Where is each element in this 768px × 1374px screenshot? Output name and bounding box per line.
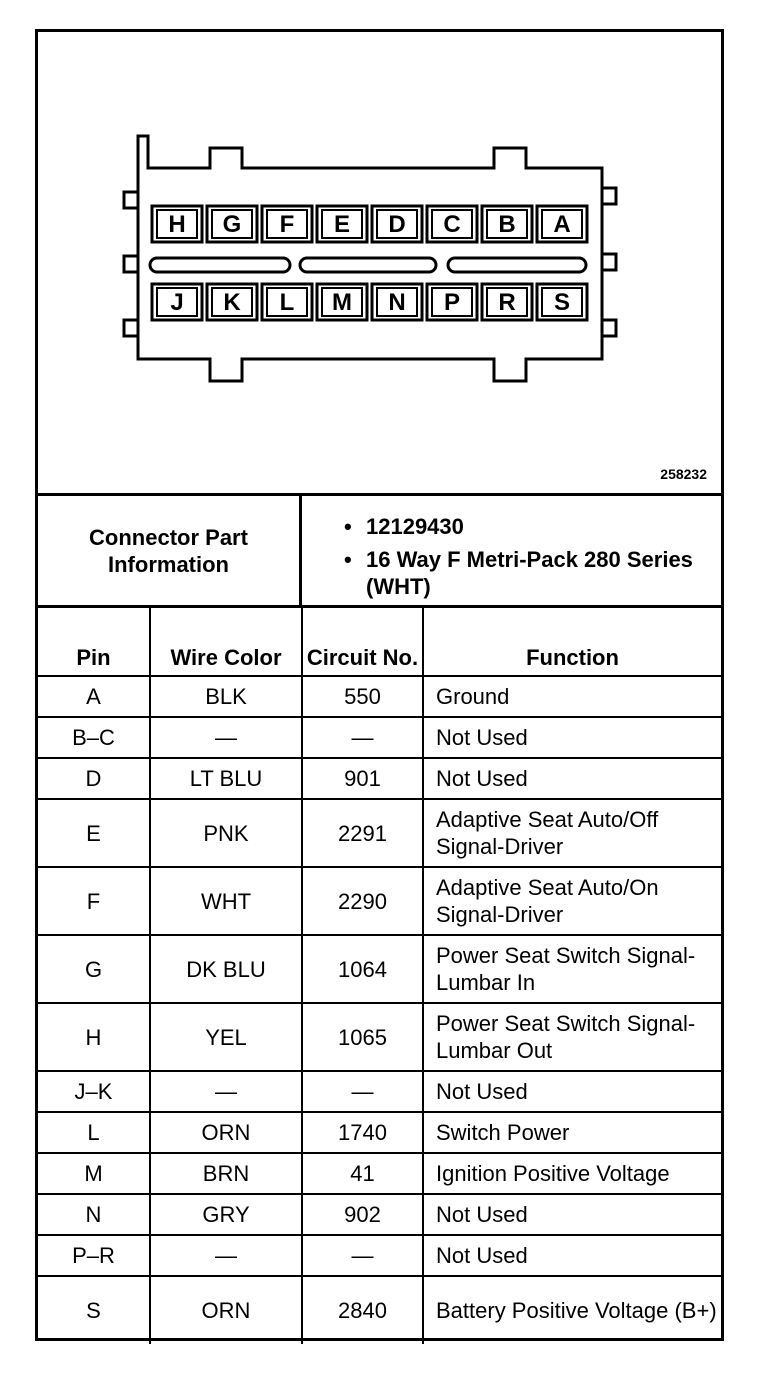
cell-function: Switch Power [423, 1112, 721, 1153]
cell-circuit-no: — [302, 1235, 423, 1276]
cell-circuit-no: 1740 [302, 1112, 423, 1153]
cell-circuit-no: — [302, 1071, 423, 1112]
pin-label: F [279, 211, 295, 238]
connector-part-information [38, 496, 721, 608]
pin-cavity-p [427, 284, 477, 320]
cell-function: Not Used [423, 1235, 721, 1276]
header-wire-color: Wire Color [150, 608, 302, 676]
pin-rows [38, 676, 721, 1344]
cell-circuit-no: 901 [302, 758, 423, 799]
table-row [38, 1003, 721, 1071]
connector-type: • 16 Way F Metri-Pack 280 Series (WHT) [344, 546, 704, 600]
divider-slot [300, 258, 436, 272]
pin-label: B [498, 211, 516, 238]
cell-pin: E [38, 799, 150, 867]
latch-tab [602, 320, 616, 336]
pin-cavity-f [262, 206, 312, 242]
cell-wire-color: DK BLU [150, 935, 302, 1003]
pin-label: M [332, 289, 352, 316]
cell-pin: L [38, 1112, 150, 1153]
part-number: • 12129430 [344, 513, 704, 540]
bottom-pin-row [152, 284, 587, 320]
cell-circuit-no: 41 [302, 1153, 423, 1194]
pin-label: G [222, 211, 242, 238]
cell-wire-color: PNK [150, 799, 302, 867]
pin-cavity-m [317, 284, 367, 320]
pin-cavity-g [207, 206, 257, 242]
table-row [38, 1276, 721, 1344]
cell-pin: N [38, 1194, 150, 1235]
table-row [38, 1194, 721, 1235]
cell-function: Not Used [423, 1194, 721, 1235]
table-row [38, 935, 721, 1003]
cell-wire-color: ORN [150, 1276, 302, 1344]
pin-label: D [388, 211, 406, 238]
pin-cavity-b [482, 206, 532, 242]
part-info-label: Connector Part Information [38, 496, 302, 605]
cell-circuit-no: 2290 [302, 867, 423, 935]
pin-cavity-j [152, 284, 202, 320]
pin-cavity-n [372, 284, 422, 320]
cell-wire-color: — [150, 1071, 302, 1112]
connector-face-drawing [38, 32, 721, 496]
cell-function: Ground [423, 676, 721, 717]
cell-wire-color: — [150, 1235, 302, 1276]
cell-function: Adaptive Seat Auto/On Signal-Driver [423, 867, 721, 935]
table-row [38, 676, 721, 717]
cell-wire-color: LT BLU [150, 758, 302, 799]
header-function: Function [423, 608, 721, 676]
part-info-list [344, 513, 704, 606]
pin-label: N [388, 289, 406, 316]
pin-label: A [553, 211, 571, 238]
pin-cavity-c [427, 206, 477, 242]
pin-cavity-k [207, 284, 257, 320]
pin-label: S [553, 289, 571, 316]
cell-pin: B–C [38, 717, 150, 758]
pin-cavity-h [152, 206, 202, 242]
pin-label: J [170, 289, 184, 316]
cell-pin: H [38, 1003, 150, 1071]
cell-pin: J–K [38, 1071, 150, 1112]
cell-function: Power Seat Switch Signal-Lumbar Out [423, 1003, 721, 1071]
pin-label: L [279, 289, 295, 316]
cell-function: Not Used [423, 758, 721, 799]
cell-pin: F [38, 867, 150, 935]
table-row [38, 799, 721, 867]
pin-cavity-s [537, 284, 587, 320]
latch-tab [124, 192, 138, 208]
cell-circuit-no: 902 [302, 1194, 423, 1235]
connector-diagram-panel [38, 32, 721, 496]
figure-number: 258232 [660, 466, 707, 482]
pin-label: K [223, 289, 241, 316]
cell-circuit-no: 2840 [302, 1276, 423, 1344]
table-row [38, 1153, 721, 1194]
latch-tab [602, 254, 616, 270]
pin-label: P [443, 289, 461, 316]
cell-function: Ignition Positive Voltage [423, 1153, 721, 1194]
cell-circuit-no: — [302, 717, 423, 758]
pin-cavity-a [537, 206, 587, 242]
cell-function: Power Seat Switch Signal-Lumbar In [423, 935, 721, 1003]
cell-wire-color: BRN [150, 1153, 302, 1194]
latch-tab [124, 320, 138, 336]
top-pin-row [152, 206, 587, 242]
cell-pin: G [38, 935, 150, 1003]
cell-pin: S [38, 1276, 150, 1344]
cell-wire-color: WHT [150, 867, 302, 935]
latch-tab [602, 188, 616, 204]
cell-function: Not Used [423, 1071, 721, 1112]
cell-pin: A [38, 676, 150, 717]
cell-function: Not Used [423, 717, 721, 758]
cell-wire-color: — [150, 717, 302, 758]
divider-slot [448, 258, 586, 272]
pin-cavity-l [262, 284, 312, 320]
pin-table [38, 608, 721, 1344]
cell-wire-color: YEL [150, 1003, 302, 1071]
table-row [38, 1235, 721, 1276]
cell-wire-color: BLK [150, 676, 302, 717]
header-circuit-no: Circuit No. [302, 608, 423, 676]
table-row [38, 1112, 721, 1153]
cell-function: Adaptive Seat Auto/Off Signal-Driver [423, 799, 721, 867]
cell-circuit-no: 1065 [302, 1003, 423, 1071]
header-pin: Pin [38, 608, 150, 676]
table-row [38, 1071, 721, 1112]
cell-circuit-no: 1064 [302, 935, 423, 1003]
cell-pin: M [38, 1153, 150, 1194]
cell-circuit-no: 2291 [302, 799, 423, 867]
pin-label: R [498, 289, 516, 316]
cell-wire-color: ORN [150, 1112, 302, 1153]
table-row [38, 867, 721, 935]
latch-tab [124, 256, 138, 272]
divider-slot [150, 258, 290, 272]
connector-info-sheet [35, 29, 724, 1341]
pin-label: E [333, 211, 351, 238]
table-row [38, 717, 721, 758]
cell-pin: D [38, 758, 150, 799]
pin-label: H [168, 211, 186, 238]
cell-circuit-no: 550 [302, 676, 423, 717]
pin-cavity-e [317, 206, 367, 242]
pin-cavity-d [372, 206, 422, 242]
pin-label: C [443, 211, 461, 238]
pin-cavity-r [482, 284, 532, 320]
cell-pin: P–R [38, 1235, 150, 1276]
cell-wire-color: GRY [150, 1194, 302, 1235]
cell-function: Battery Positive Voltage (B+) [423, 1276, 721, 1344]
table-row [38, 758, 721, 799]
